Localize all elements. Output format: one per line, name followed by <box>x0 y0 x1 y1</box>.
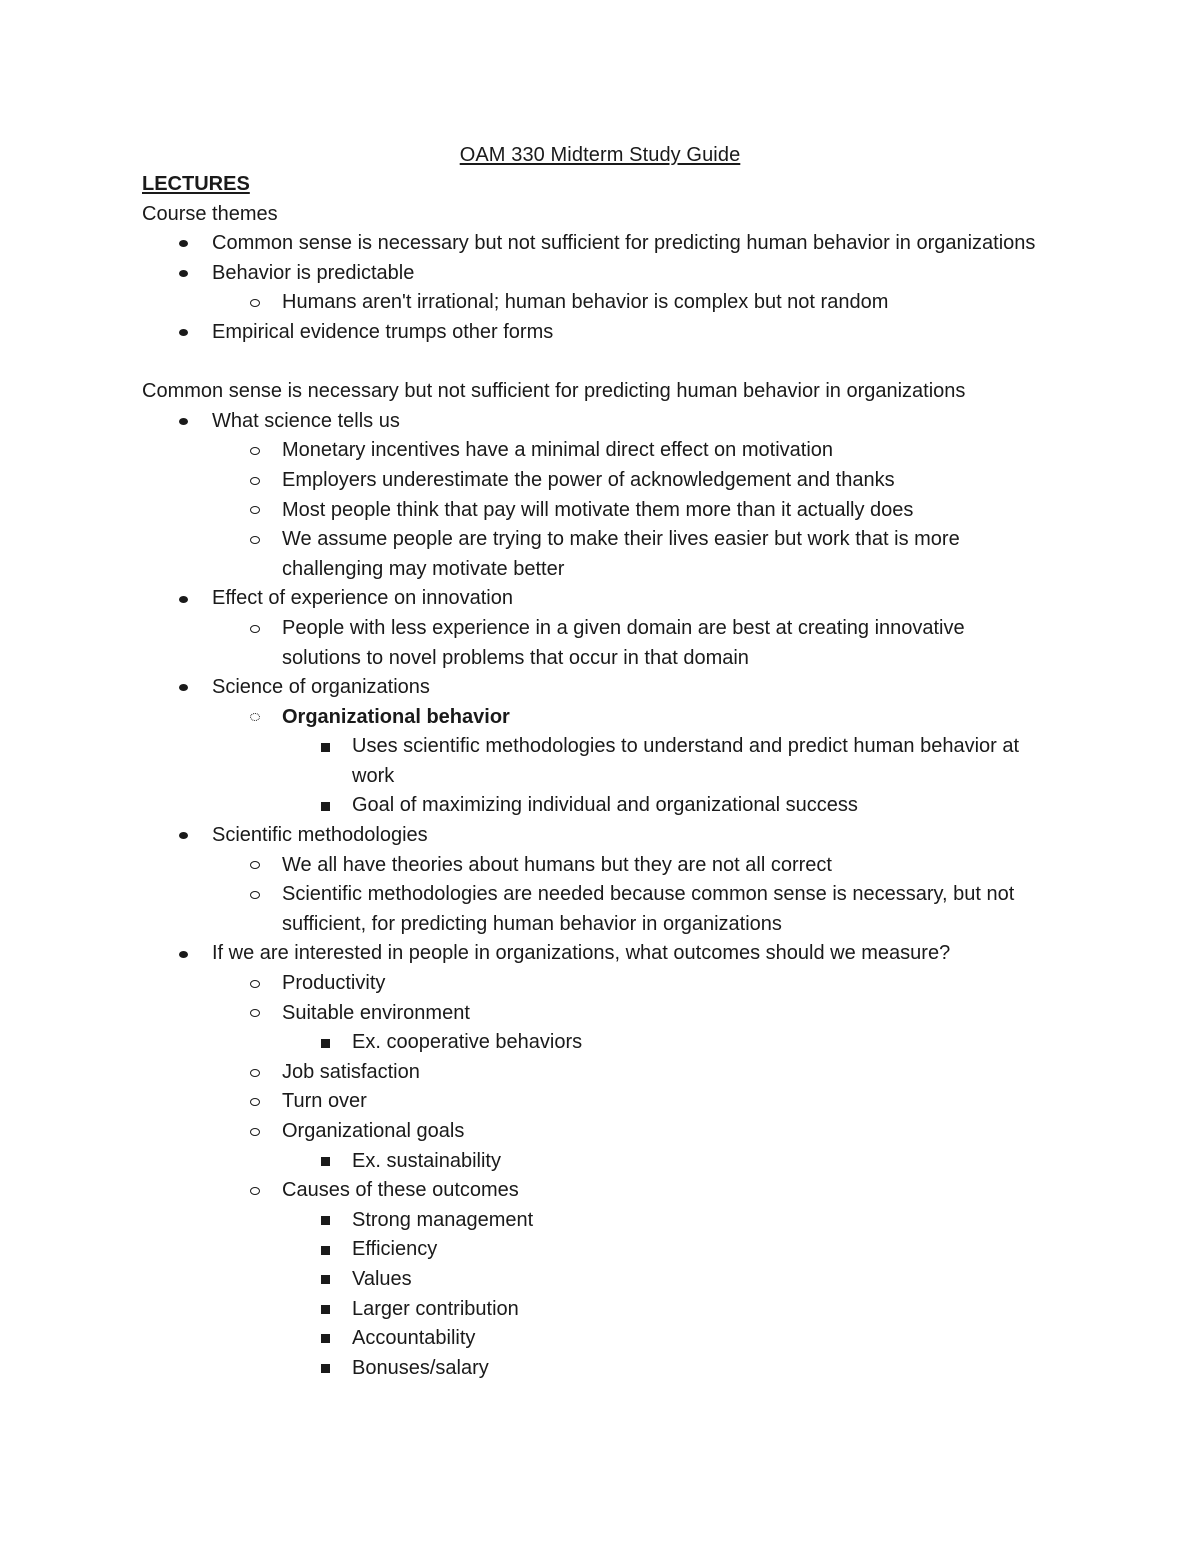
ob-sublist <box>282 732 1082 821</box>
list-item-text: Employers underestimate the power of acknowledgement and thanks <box>282 468 895 491</box>
list-item-text: Bonuses/salary <box>352 1356 489 1379</box>
square-bullet-icon <box>318 1147 332 1177</box>
disc-bullet-icon <box>176 229 190 259</box>
list-item <box>142 939 1082 1383</box>
list-item <box>212 1087 1082 1117</box>
list-item <box>212 496 1082 526</box>
circle-bullet-icon <box>248 1117 262 1147</box>
list-item <box>212 466 1082 496</box>
outcomes-sublist <box>212 969 1082 1383</box>
list-item <box>142 673 1082 821</box>
list-item-text: Accountability <box>352 1327 476 1350</box>
blank-line <box>142 348 1082 378</box>
list-item-text: Turn over <box>282 1090 367 1113</box>
course-themes-heading: Course themes <box>142 202 278 225</box>
list-item-text: If we are interested in people in organizations, what outcomes should we measure? <box>212 942 951 965</box>
list-item-text: Empirical evidence trumps other forms <box>212 320 554 343</box>
list-item <box>212 1117 1082 1176</box>
disc-bullet-icon <box>176 318 190 348</box>
methodologies-sublist <box>212 851 1082 940</box>
circle-bullet-icon <box>248 880 262 910</box>
list-item <box>0 288 1082 318</box>
list-item-text: Job satisfaction <box>282 1060 420 1083</box>
list-item <box>282 1295 1082 1325</box>
circle-bullet-icon <box>248 851 262 881</box>
list-item <box>282 791 1082 821</box>
list-item <box>282 732 1052 791</box>
list-item-text: Scientific methodologies <box>212 824 428 847</box>
list-item <box>142 584 1082 673</box>
disc-bullet-icon <box>176 821 190 851</box>
square-bullet-icon <box>318 1206 332 1236</box>
list-item <box>282 1354 1082 1384</box>
list-item-text: Goal of maximizing individual and organizational success <box>352 794 858 817</box>
circle-bullet-icon <box>248 1058 262 1088</box>
disc-bullet-icon <box>176 259 190 289</box>
list-item-text: Behavior is predictable <box>212 261 415 284</box>
list-item-text: Scientific methodologies are needed because common sense is necessary, but not sufficient, for predicting human behavior in organizations <box>282 883 1015 935</box>
list-item <box>142 407 1082 585</box>
square-bullet-icon <box>318 1235 332 1265</box>
experience-sublist <box>212 614 1082 673</box>
list-item <box>282 1265 1082 1295</box>
circle-bullet-icon <box>248 525 262 555</box>
disc-bullet-icon <box>176 584 190 614</box>
square-bullet-icon <box>318 1324 332 1354</box>
list-item <box>212 1176 1082 1383</box>
list-item-text: Causes of these outcomes <box>282 1179 519 1202</box>
list-item-text: Values <box>352 1267 412 1290</box>
list-item <box>212 525 1022 584</box>
list-item <box>212 999 1082 1058</box>
document-body <box>142 170 1082 1383</box>
list-item-text: Strong management <box>352 1208 534 1231</box>
list-item <box>142 318 1082 348</box>
list-item-text: Organizational behavior <box>282 705 510 728</box>
list-item <box>282 1147 1082 1177</box>
course-themes-list-cont <box>142 318 1082 348</box>
science-of-orgs-sublist <box>212 703 1082 821</box>
list-item-text: We all have theories about humans but they are not all correct <box>282 853 832 876</box>
square-bullet-icon <box>318 1265 332 1295</box>
environment-sublist <box>282 1028 1082 1058</box>
list-item <box>212 969 1082 999</box>
list-item-text: Uses scientific methodologies to understand and predict human behavior at work <box>352 735 1020 787</box>
list-item <box>282 1235 1082 1265</box>
common-sense-heading: Common sense is necessary but not sufficient for predicting human behavior in organizations <box>142 380 966 403</box>
list-item-text: Ex. sustainability <box>352 1149 501 1172</box>
list-item-text: Common sense is necessary but not sufficient for predicting human behavior in organizations <box>212 232 1036 255</box>
list-item-text: Efficiency <box>352 1238 438 1261</box>
course-themes-list <box>142 229 1082 288</box>
square-bullet-icon <box>318 1028 332 1058</box>
circle-bullet-icon <box>248 614 262 644</box>
list-item-text: We assume people are trying to make their lives easier but work that is more challenging may motivate better <box>282 528 960 580</box>
list-item-text: What science tells us <box>212 409 400 432</box>
square-bullet-icon <box>318 791 332 821</box>
circle-bullet-icon <box>248 999 262 1029</box>
circle-bullet-icon <box>248 466 262 496</box>
list-item <box>282 1324 1082 1354</box>
square-bullet-icon <box>318 1295 332 1325</box>
list-item-text: Effect of experience on innovation <box>212 587 513 610</box>
list-item-text: Science of organizations <box>212 676 430 699</box>
list-item-text: Ex. cooperative behaviors <box>352 1031 583 1054</box>
circle-bullet-icon <box>248 703 262 733</box>
square-bullet-icon <box>318 1354 332 1384</box>
list-item <box>142 229 1082 259</box>
disc-bullet-icon <box>176 939 190 969</box>
circle-bullet-icon <box>248 1176 262 1206</box>
list-item <box>212 880 1052 939</box>
list-item <box>282 1206 1082 1236</box>
square-bullet-icon <box>318 732 332 762</box>
common-sense-list <box>142 407 1082 1384</box>
science-sublist <box>212 436 1082 584</box>
list-item <box>282 1028 1082 1058</box>
circle-bullet-icon <box>248 496 262 526</box>
list-item-text: Suitable environment <box>282 1001 470 1024</box>
list-item-text: Humans aren't irrational; human behavior is complex but not random <box>282 291 889 314</box>
course-themes-sublist <box>0 288 1082 318</box>
circle-bullet-icon <box>248 969 262 999</box>
circle-bullet-icon <box>248 1087 262 1117</box>
org-goals-sublist <box>282 1147 1082 1177</box>
list-item-text: Productivity <box>282 972 386 995</box>
section-heading: LECTURES <box>142 173 250 195</box>
disc-bullet-icon <box>176 673 190 703</box>
list-item-text: Most people think that pay will motivate them more than it actually does <box>282 498 914 521</box>
circle-bullet-icon <box>248 436 262 466</box>
circle-bullet-icon <box>248 288 262 318</box>
list-item-text: Larger contribution <box>352 1297 519 1320</box>
list-item <box>142 259 1082 289</box>
list-item-text: People with less experience in a given domain are best at creating innovative solutions to novel problems that occur in that domain <box>282 616 965 669</box>
list-item-text: Organizational goals <box>282 1120 465 1142</box>
list-item <box>212 436 1082 466</box>
list-item <box>212 703 1082 821</box>
document-title: OAM 330 Midterm Study Guide <box>459 144 741 166</box>
causes-sublist <box>282 1206 1082 1384</box>
list-item <box>212 614 1032 673</box>
list-item <box>142 821 1082 939</box>
list-item <box>212 851 1082 881</box>
list-item <box>212 1058 1082 1088</box>
list-item-text: Monetary incentives have a minimal direct effect on motivation <box>282 439 834 462</box>
disc-bullet-icon <box>176 407 190 437</box>
